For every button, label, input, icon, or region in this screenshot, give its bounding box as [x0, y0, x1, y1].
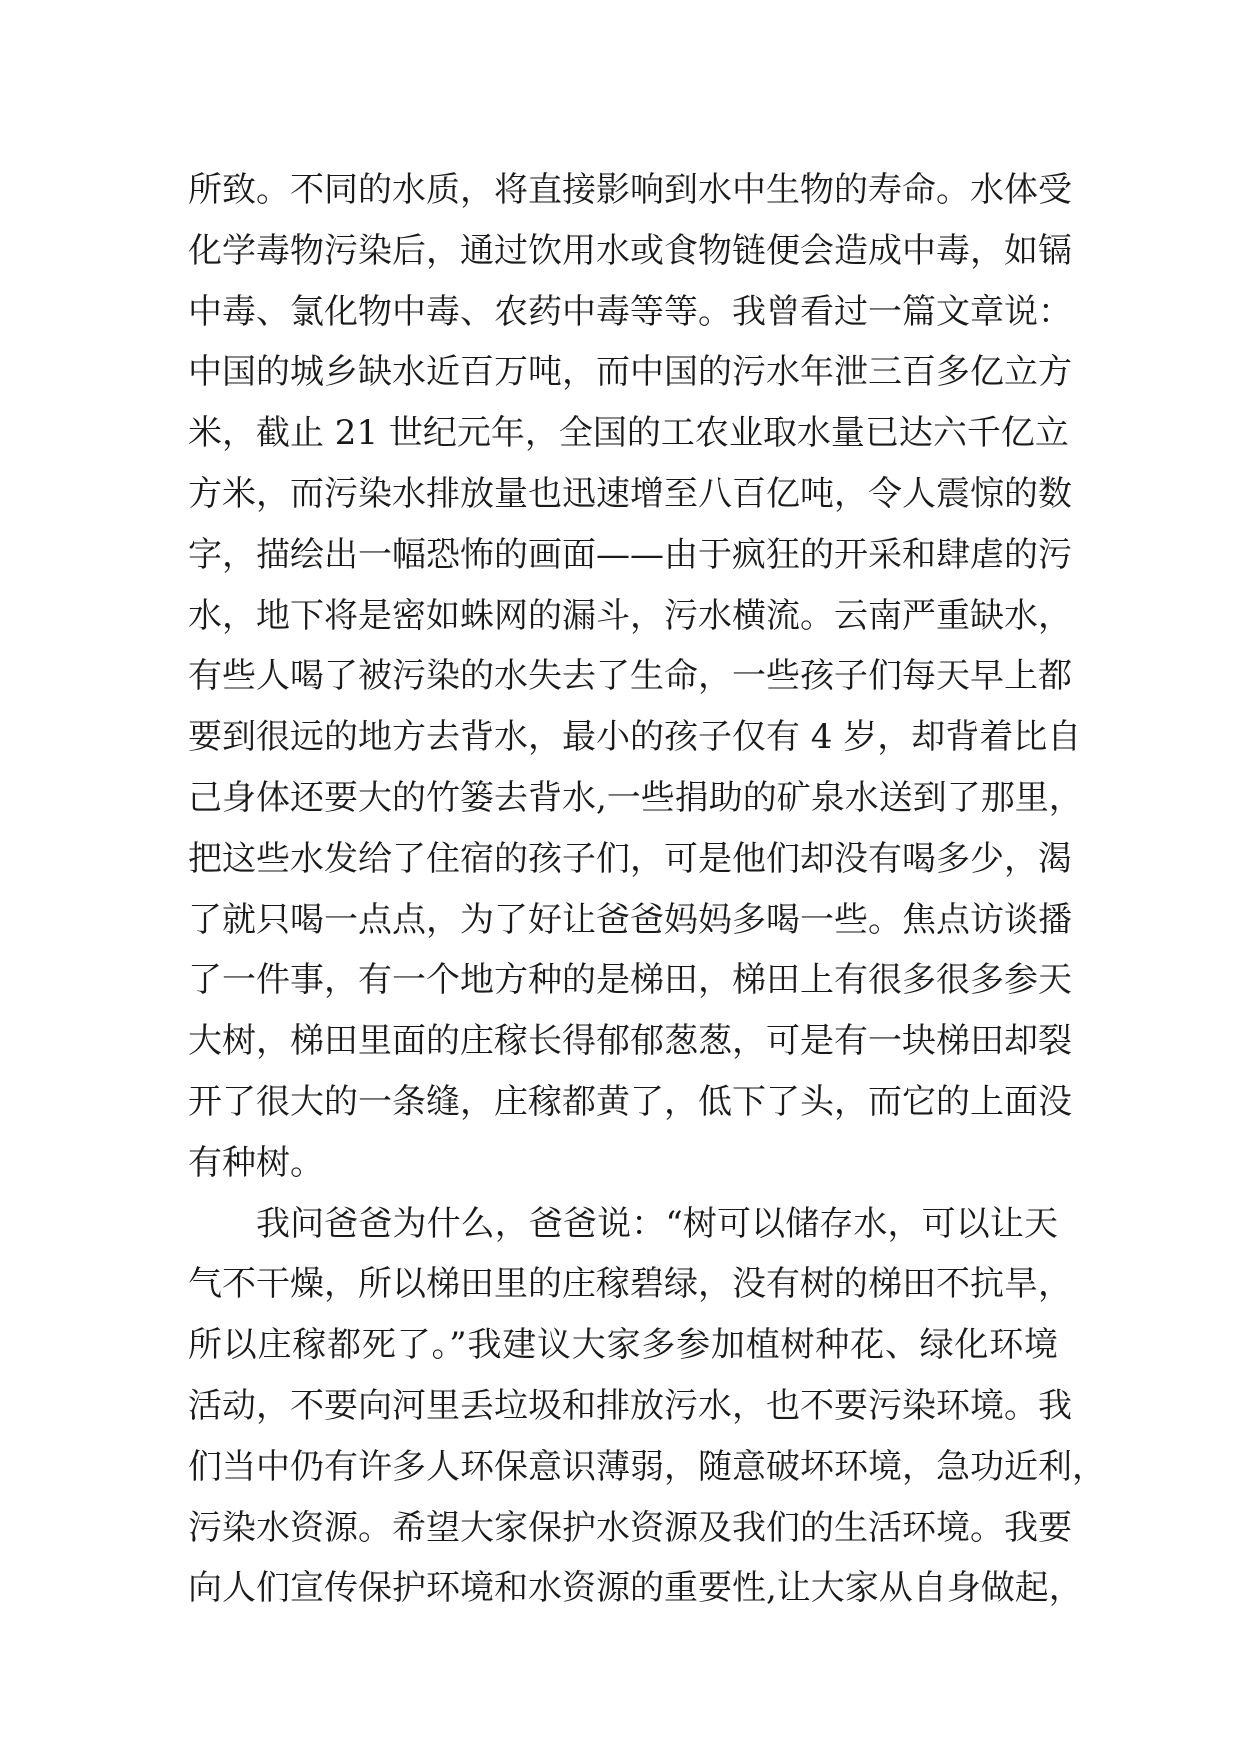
text-line: 方米，而污染水排放量也迅速增至八百亿吨，令人震惊的数: [188, 473, 1072, 514]
text-line: 气不干燥，所以梯田里的庄稼碧绿，没有树的梯田不抗旱，: [188, 1264, 1072, 1305]
document-body: [188, 160, 1106, 1619]
text-line: 中国的城乡缺水近百万吨，而中国的污水年泄三百多亿立方: [188, 352, 1072, 393]
text-line: 把这些水发给了住宿的孩子们，可是他们却没有喝多少，渴: [188, 838, 1072, 879]
text-line: 中毒、氯化物中毒、农药中毒等等。我曾看过一篇文章说：: [188, 291, 1072, 332]
text-line: 我问爸爸为什么，爸爸说：“树可以储存水，可以让天: [256, 1203, 1058, 1244]
text-line: 活动，不要向河里丢垃圾和排放污水，也不要污染环境。我: [188, 1385, 1072, 1426]
text-line: 污染水资源。希望大家保护水资源及我们的生活环境。我要: [188, 1507, 1072, 1548]
paragraph-2: [188, 1194, 1106, 1620]
text-line: 开了很大的一条缝，庄稼都黄了，低下了头，而它的上面没: [188, 1081, 1072, 1122]
text-line: 向人们宣传保护环境和水资源的重要性,让大家从自身做起，: [188, 1568, 1083, 1609]
text-line: 了就只喝一点点，为了好让爸爸妈妈多喝一些。焦点访谈播: [188, 899, 1072, 940]
text-line: 有些人喝了被污染的水失去了生命，一些孩子们每天早上都: [188, 656, 1072, 697]
text-line: 大树，梯田里面的庄稼长得郁郁葱葱，可是有一块梯田却裂: [188, 1021, 1072, 1062]
text-line: 字，描绘出一幅恐怖的画面——由于疯狂的开采和肆虐的污: [188, 534, 1072, 575]
text-line: 所致。不同的水质，将直接影响到水中生物的寿命。水体受: [188, 170, 1072, 210]
text-line: 有种树。: [188, 1142, 324, 1183]
text-line: 所以庄稼都死了。”我建议大家多参加植树种花、绿化环境: [188, 1325, 1058, 1366]
text-line: 们当中仍有许多人环保意识薄弱，随意破坏环境，急功近利，: [188, 1446, 1106, 1487]
text-line: 要到很远的地方去背水，最小的孩子仅有 4 岁，却背着比自: [188, 717, 1082, 758]
text-line: 水，地下将是密如蛛网的漏斗，污水横流。云南严重缺水，: [188, 595, 1072, 636]
text-line: 己身体还要大的竹篓去背水,一些捐助的矿泉水送到了那里，: [188, 777, 1083, 818]
text-line: 化学毒物污染后，通过饮用水或食物链便会造成中毒，如镉: [188, 230, 1072, 271]
text-line: 了一件事，有一个地方种的是梯田，梯田上有很多很多参天: [188, 960, 1072, 1001]
text-line: 米，截止 21 世纪元年，全国的工农业取水量已达六千亿立: [188, 413, 1069, 454]
paragraph-1: [188, 160, 1083, 1194]
